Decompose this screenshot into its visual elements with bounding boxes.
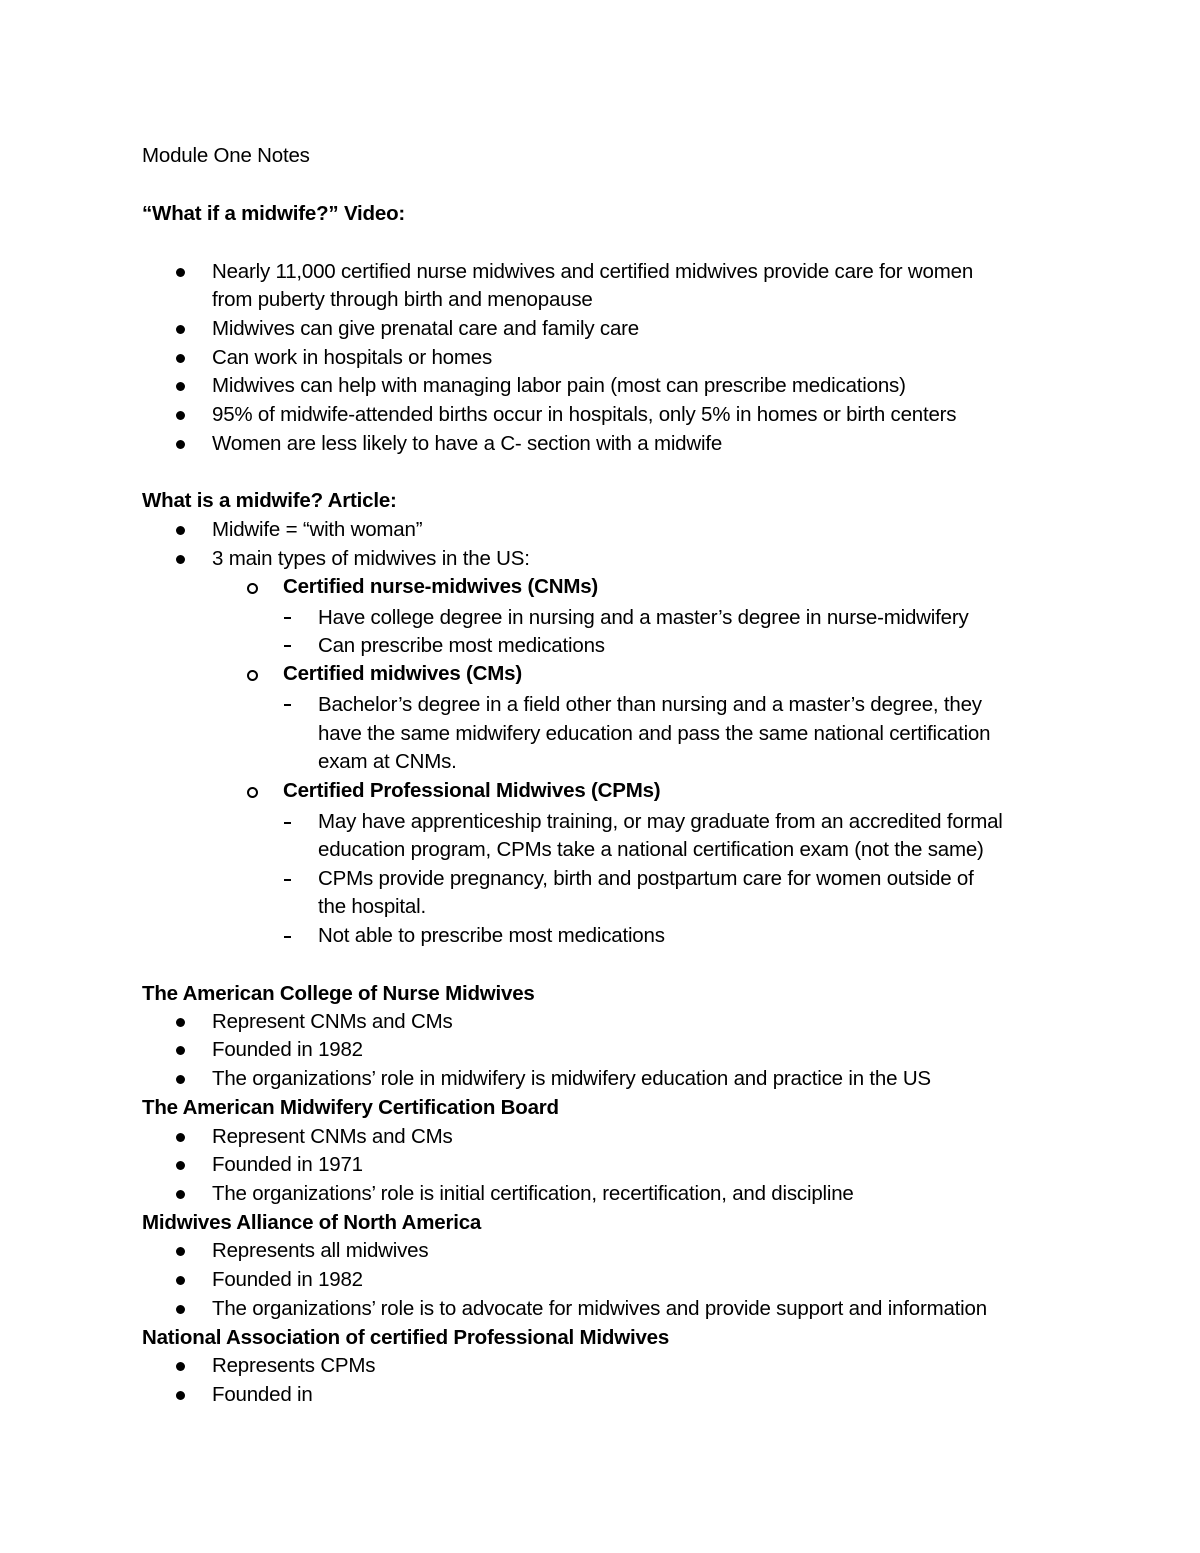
dash-icon — [284, 704, 291, 706]
list-item: Can work in hospitals or homes — [212, 346, 492, 369]
article-section-heading: What is a midwife? Article: — [142, 489, 397, 512]
bullet-icon — [176, 1190, 185, 1199]
bullet-icon — [176, 440, 185, 449]
bullet-icon — [176, 555, 185, 564]
midwife-type-heading: Certified nurse-midwives (CNMs) — [283, 575, 599, 598]
list-item: Midwife = “with woman” — [212, 518, 423, 541]
circle-bullet-icon — [247, 787, 258, 798]
bullet-icon — [176, 1046, 185, 1055]
list-item: Represents all midwives — [212, 1239, 429, 1262]
bullet-icon — [176, 1133, 185, 1142]
list-item: The organizations’ role is initial certification, recertification, and discipline — [212, 1182, 854, 1205]
video-section-heading: “What if a midwife?” Video: — [142, 202, 406, 225]
bullet-icon — [176, 1018, 185, 1027]
list-item: Not able to prescribe most medications — [318, 924, 665, 947]
list-item: Women are less likely to have a C- section with a midwife — [212, 432, 723, 455]
list-item: Founded in — [212, 1383, 313, 1406]
bullet-icon — [176, 1276, 185, 1285]
organization-heading: National Association of certified Professional Midwives — [142, 1326, 670, 1349]
list-item: Represents CPMs — [212, 1354, 376, 1377]
bullet-icon — [176, 411, 185, 420]
list-item: Founded in 1982 — [212, 1038, 363, 1061]
bullet-icon — [176, 325, 185, 334]
list-item: CPMs provide pregnancy, birth and postpartum care for women outside of — [318, 867, 974, 890]
dash-icon — [284, 645, 291, 647]
bullet-icon — [176, 1305, 185, 1314]
list-item: Midwives can give prenatal care and family care — [212, 317, 639, 340]
list-item: The organizations’ role in midwifery is midwifery education and practice in the US — [212, 1067, 931, 1090]
midwife-type-heading: Certified Professional Midwives (CPMs) — [283, 779, 661, 802]
organization-heading: The American Midwifery Certification Board — [142, 1096, 559, 1119]
circle-bullet-icon — [247, 583, 258, 594]
list-item-continuation: from puberty through birth and menopause — [212, 288, 593, 311]
list-item: Have college degree in nursing and a master’s degree in nurse-midwifery — [318, 606, 969, 629]
list-item: Represent CNMs and CMs — [212, 1125, 453, 1148]
list-item: Nearly 11,000 certified nurse midwives and certified midwives provide care for women — [212, 260, 974, 283]
list-item-continuation: have the same midwifery education and pass the same national certification — [318, 722, 991, 745]
list-item-continuation: the hospital. — [318, 895, 426, 918]
dash-icon — [284, 936, 291, 938]
list-item: Midwives can help with managing labor pain (most can prescribe medications) — [212, 374, 906, 397]
list-item: 3 main types of midwives in the US: — [212, 547, 530, 570]
circle-bullet-icon — [247, 670, 258, 681]
bullet-icon — [176, 354, 185, 363]
organization-heading: Midwives Alliance of North America — [142, 1211, 482, 1234]
list-item: Represent CNMs and CMs — [212, 1010, 453, 1033]
bullet-icon — [176, 268, 185, 277]
page-title: Module One Notes — [142, 144, 310, 167]
bullet-icon — [176, 1247, 185, 1256]
bullet-icon — [176, 1391, 185, 1400]
bullet-icon — [176, 526, 185, 535]
list-item: Bachelor’s degree in a field other than nursing and a master’s degree, they — [318, 693, 982, 716]
list-item: Founded in 1971 — [212, 1153, 363, 1176]
bullet-icon — [176, 382, 185, 391]
midwife-type-heading: Certified midwives (CMs) — [283, 662, 522, 685]
list-item: The organizations’ role is to advocate for midwives and provide support and information — [212, 1297, 987, 1320]
dash-icon — [284, 617, 291, 619]
list-item-continuation: exam at CNMs. — [318, 750, 457, 773]
list-item-continuation: education program, CPMs take a national certification exam (not the same) — [318, 838, 984, 861]
bullet-icon — [176, 1161, 185, 1170]
organization-heading: The American College of Nurse Midwives — [142, 982, 535, 1005]
bullet-icon — [176, 1075, 185, 1084]
list-item: Founded in 1982 — [212, 1268, 363, 1291]
list-item: Can prescribe most medications — [318, 634, 605, 657]
list-item: 95% of midwife-attended births occur in hospitals, only 5% in homes or birth centers — [212, 403, 957, 426]
list-item: May have apprenticeship training, or may graduate from an accredited formal — [318, 810, 1003, 833]
dash-icon — [284, 879, 291, 881]
bullet-icon — [176, 1362, 185, 1371]
dash-icon — [284, 822, 291, 824]
